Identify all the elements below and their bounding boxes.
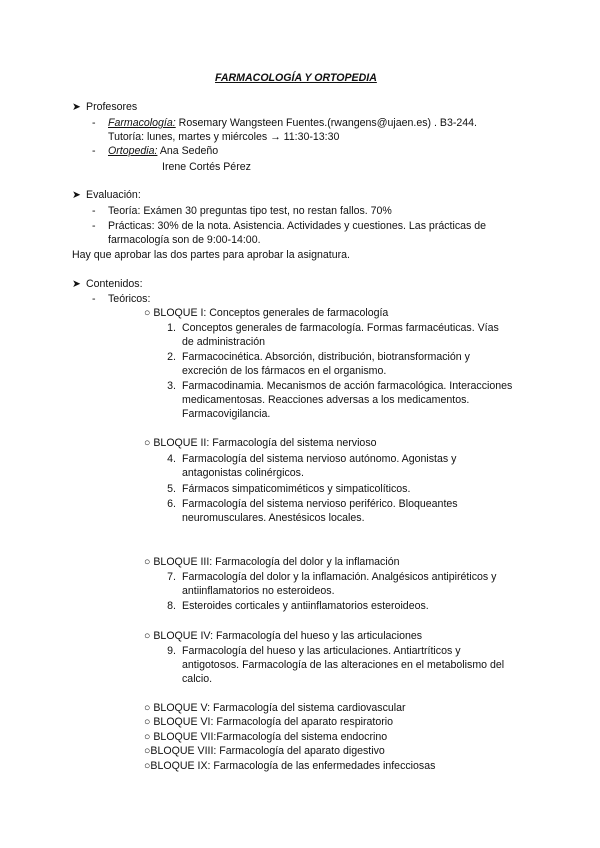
teoria-text: Teoría: Exámen 30 preguntas tipo test, no restan fallos. 70% [108,205,392,217]
item-text: Esteroides corticales y antiinflamatorios esteroideos. [182,600,429,612]
dash-icon: - [92,145,96,157]
bloque-title-text: BLOQUE VIII: Farmacología del aparato digestivo [150,745,385,757]
dash-icon: - [92,205,96,217]
item-text-cont: calcio. [182,673,213,685]
profesores-heading: Profesores [86,101,138,113]
item-text: Farmacocinética. Absorción, distribución, biotransformación y [182,351,470,363]
item-number: 8. [167,600,176,612]
circle-bullet-icon: ○ [144,702,151,714]
teoricos-label: Teóricos: [108,293,151,305]
bloque-title [144,760,435,773]
item-number: 6. [167,498,176,510]
ortopedia-label: Ortopedia: [108,145,158,157]
item-number: 1. [167,322,176,334]
bloque-title [144,556,399,569]
item-text-cont: Farmacovigilancia. [182,408,271,420]
item-text: Farmacodinamia. Mecanismos de acción farmacológica. Interacciones [182,380,513,392]
bloque-title [144,437,377,450]
circle-bullet-icon: ○ [144,437,151,449]
item-number: 7. [167,571,176,583]
item-text-cont: antiinflamatorios no esteroideos. [182,585,335,597]
list-item [162,380,512,393]
bullet-icon: ➤ [72,189,81,201]
circle-bullet-icon: ○ [144,760,151,772]
item-text-cont: neuromusculares. Anestésicos locales. [182,512,365,524]
bloque-title-text: BLOQUE VI: Farmacología del aparato respiratorio [153,716,394,728]
item-text: Farmacología del hueso y las articulaciones. Antiartríticos y [182,645,461,657]
practicas-text-1: Prácticas: 30% de la nota. Asistencia. Actividades y cuestiones. Las prácticas de [108,220,487,232]
item-text: Farmacología del sistema nervioso autónomo. Agonistas y [182,453,457,465]
item-text-cont: antigotosos. Farmacología de las alteraciones en el metabolismo del [182,659,505,671]
circle-bullet-icon: ○ [144,716,151,728]
farmacologia-text: Rosemary Wangsteen Fuentes.(rwangens@ujaen.es) . B3-244. [178,117,477,129]
bloque-title-text: BLOQUE I: Conceptos generales de farmacología [153,307,389,319]
bloque-title [144,307,388,320]
bloque-title-text: BLOQUE IV: Farmacología del hueso y las articulaciones [153,630,423,642]
bloque-title-text: BLOQUE IX: Farmacología de las enfermedades infecciosas [150,760,436,772]
item-text-cont: medicamentosas. Reacciones adversas a los medicamentos. [182,394,470,406]
bloque-title-text: BLOQUE V: Farmacología del sistema cardiovascular [153,702,406,714]
list-item [162,483,410,496]
circle-bullet-icon: ○ [144,745,151,757]
contenidos-heading: Contenidos: [86,278,143,290]
list-item [162,571,496,584]
bullet-icon: ➤ [72,278,81,290]
item-text-cont: excreción de los fármacos en el organismo. [182,365,387,377]
circle-bullet-icon: ○ [144,731,151,743]
bloque-title-text: BLOQUE VII:Farmacología del sistema endocrino [153,731,388,743]
bloque-title [144,716,393,729]
bullet-icon: ➤ [72,101,81,113]
list-item [162,351,470,364]
item-text: Farmacología del sistema nervioso periférico. Bloqueantes [182,498,458,510]
farmacologia-line [108,117,477,130]
list-item [162,453,456,466]
list-item [162,498,458,511]
circle-bullet-icon: ○ [144,630,151,642]
dash-icon: - [92,293,96,305]
tutoria-text: Tutoría: lunes, martes y miércoles → 11:30-13:30 [108,131,340,143]
circle-bullet-icon: ○ [144,556,151,568]
bloque-title-text: BLOQUE III: Farmacología del dolor y la inflamación [153,556,400,568]
bloque-title [144,702,406,715]
item-number: 9. [167,645,176,657]
list-item [162,600,429,613]
ortopedia-text: Ana Sedeño [159,145,219,157]
dash-icon: - [92,117,96,129]
item-text-cont: antagonistas colinérgicos. [182,467,304,479]
ortopedia-line [108,145,218,158]
item-number: 2. [167,351,176,363]
farmacologia-label: Farmacología: [108,117,176,129]
list-item [162,322,499,335]
circle-bullet-icon: ○ [144,307,151,319]
item-text: Fármacos simpaticomiméticos y simpaticolíticos. [182,483,411,495]
evaluacion-nota: Hay que aprobar las dos partes para aprobar la asignatura. [72,249,350,261]
practicas-text-2: farmacología son de 9:00-14:00. [108,234,261,246]
ortopedia-text-2: Irene Cortés Pérez [162,161,251,173]
item-number: 3. [167,380,176,392]
bloque-title-text: BLOQUE II: Farmacología del sistema nervioso [153,437,377,449]
item-number: 5. [167,483,176,495]
item-text: Conceptos generales de farmacología. Formas farmacéuticas. Vías [182,322,499,334]
item-number: 4. [167,453,176,465]
page-title: FARMACOLOGÍA Y ORTOPEDIA [215,72,377,84]
list-item [162,645,461,658]
evaluacion-heading: Evaluación: [86,189,141,201]
bloque-title [144,630,422,643]
item-text-cont: de administración [182,336,266,348]
bloque-title [144,731,387,744]
item-text: Farmacología del dolor y la inflamación. Analgésicos antipiréticos y [182,571,497,583]
dash-icon: - [92,220,96,232]
bloque-title [144,745,385,758]
